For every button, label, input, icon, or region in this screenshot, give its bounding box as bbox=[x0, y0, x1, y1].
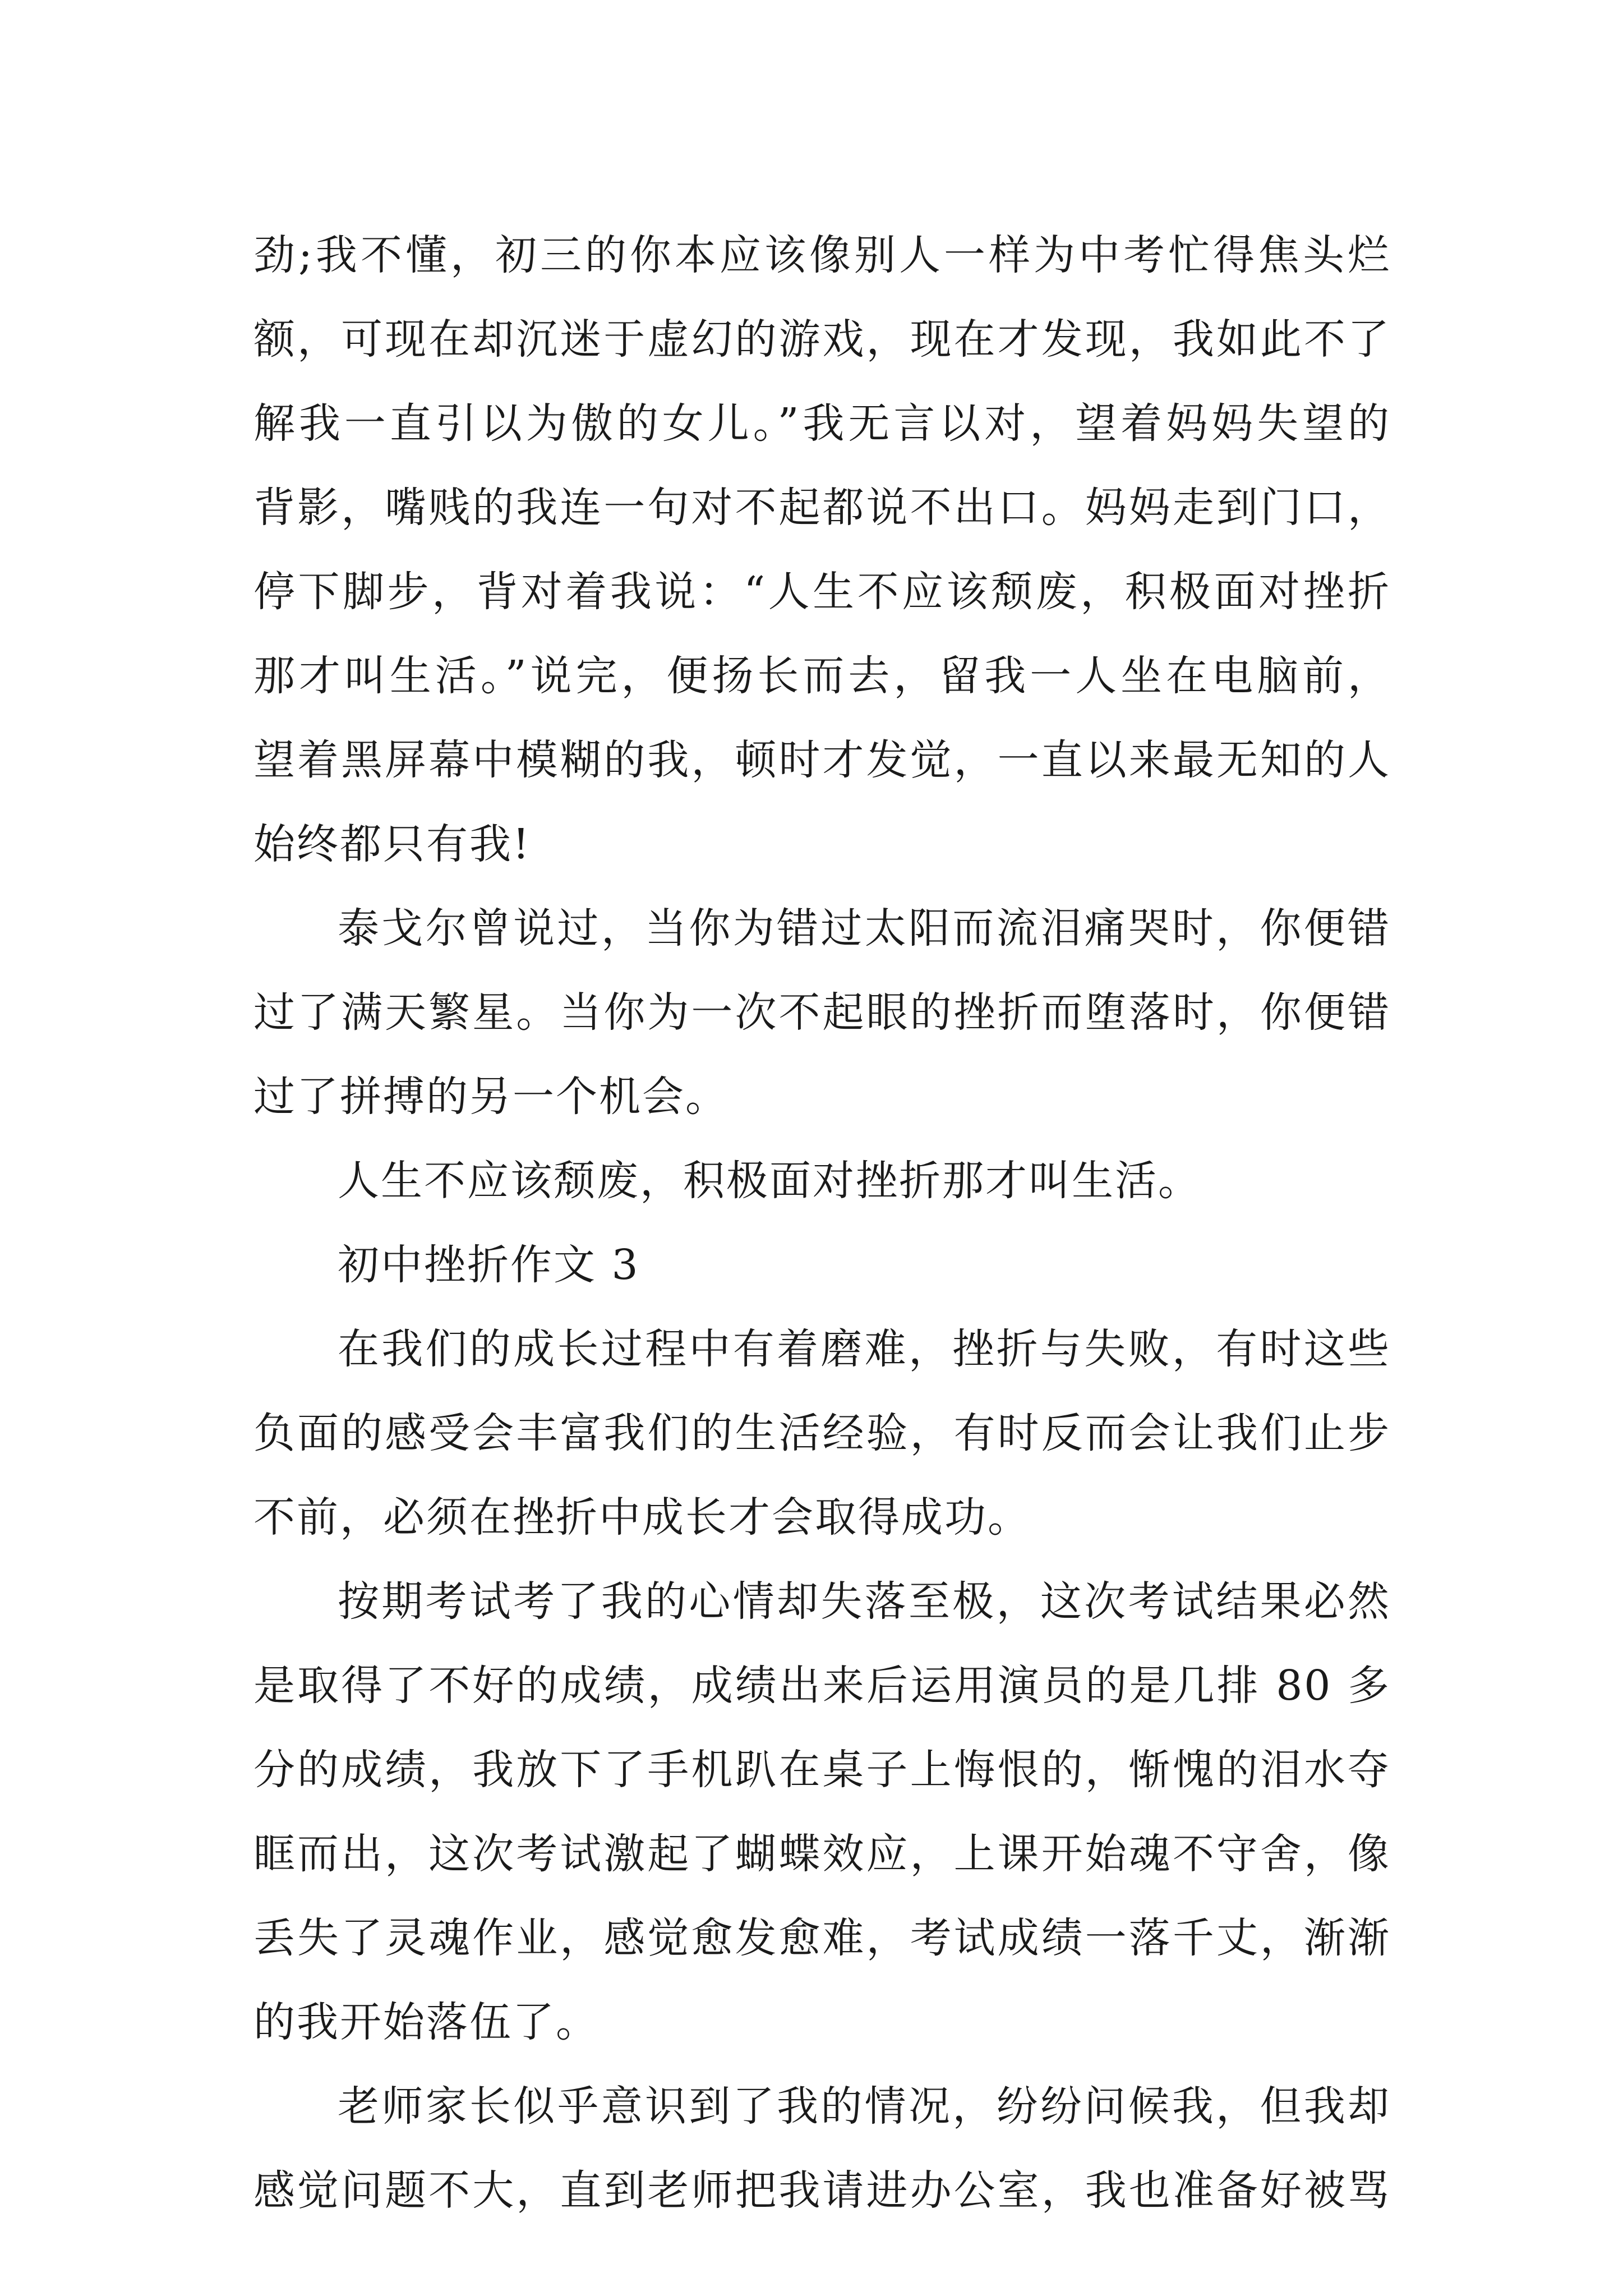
text-line: 额，可现在却沉迷于虚幻的游戏，现在才发现，我如此不了 bbox=[253, 315, 1391, 364]
paragraph-first-line: 按期考试考了我的心情却失落至极，这次考试结果必然 bbox=[338, 1577, 1391, 1626]
text-line: 停下脚步，背对着我说：“人生不应该颓废，积极面对挫折 bbox=[253, 568, 1391, 616]
text-line: 负面的感受会丰富我们的生活经验，有时反而会让我们止步 bbox=[253, 1409, 1391, 1457]
text-line: 是取得了不好的成绩，成绩出来后运用演员的是几排 80 多 bbox=[253, 1662, 1391, 1710]
text-line: 的我开始落伍了。 bbox=[253, 1998, 599, 2046]
text-line: 丢失了灵魂作业，感觉愈发愈难，考试成绩一落千丈，渐渐 bbox=[253, 1914, 1391, 1962]
text-line: 始终都只有我! bbox=[253, 820, 531, 868]
text-line: 感觉问题不大，直到老师把我请进办公室，我也准备好被骂 bbox=[253, 2166, 1391, 2215]
paragraph-first-line: 泰戈尔曾说过，当你为错过太阳而流泪痛哭时，你便错 bbox=[338, 904, 1391, 953]
text-line: 望着黑屏幕中模糊的我，顿时才发觉，一直以来最无知的人 bbox=[253, 736, 1391, 784]
text-line: 眶而出，这次考试激起了蝴蝶效应，上课开始魂不守舍，像 bbox=[253, 1830, 1391, 1878]
text-line: 过了拼搏的另一个机会。 bbox=[253, 1073, 728, 1121]
text-line: 解我一直引以为傲的女儿。”我无言以对，望着妈妈失望的 bbox=[253, 399, 1391, 448]
paragraph-first-line: 在我们的成长过程中有着磨难，挫折与失败，有时这些 bbox=[338, 1325, 1391, 1373]
document-body bbox=[253, 213, 1391, 2233]
paragraph-first-line: 人生不应该颓废，积极面对挫折那才叫生活。 bbox=[338, 1157, 1201, 1205]
text-line: 不前，必须在挫折中成长才会取得成功。 bbox=[253, 1493, 1031, 1542]
section-heading: 初中挫折作文 3 bbox=[338, 1241, 640, 1289]
paragraph-first-line: 老师家长似乎意识到了我的情况，纷纷问候我，但我却 bbox=[338, 2082, 1391, 2131]
text-line: 那才叫生活。”说完，便扬长而去，留我一人坐在电脑前， bbox=[253, 652, 1391, 700]
text-line: 过了满天繁星。当你为一次不起眼的挫折而堕落时，你便错 bbox=[253, 988, 1391, 1037]
text-line: 劲;我不懂，初三的你本应该像别人一样为中考忙得焦头烂 bbox=[253, 231, 1391, 279]
text-line: 分的成绩，我放下了手机趴在桌子上悔恨的，惭愧的泪水夺 bbox=[253, 1746, 1391, 1794]
text-line: 背影，嘴贱的我连一句对不起都说不出口。妈妈走到门口， bbox=[253, 484, 1391, 532]
